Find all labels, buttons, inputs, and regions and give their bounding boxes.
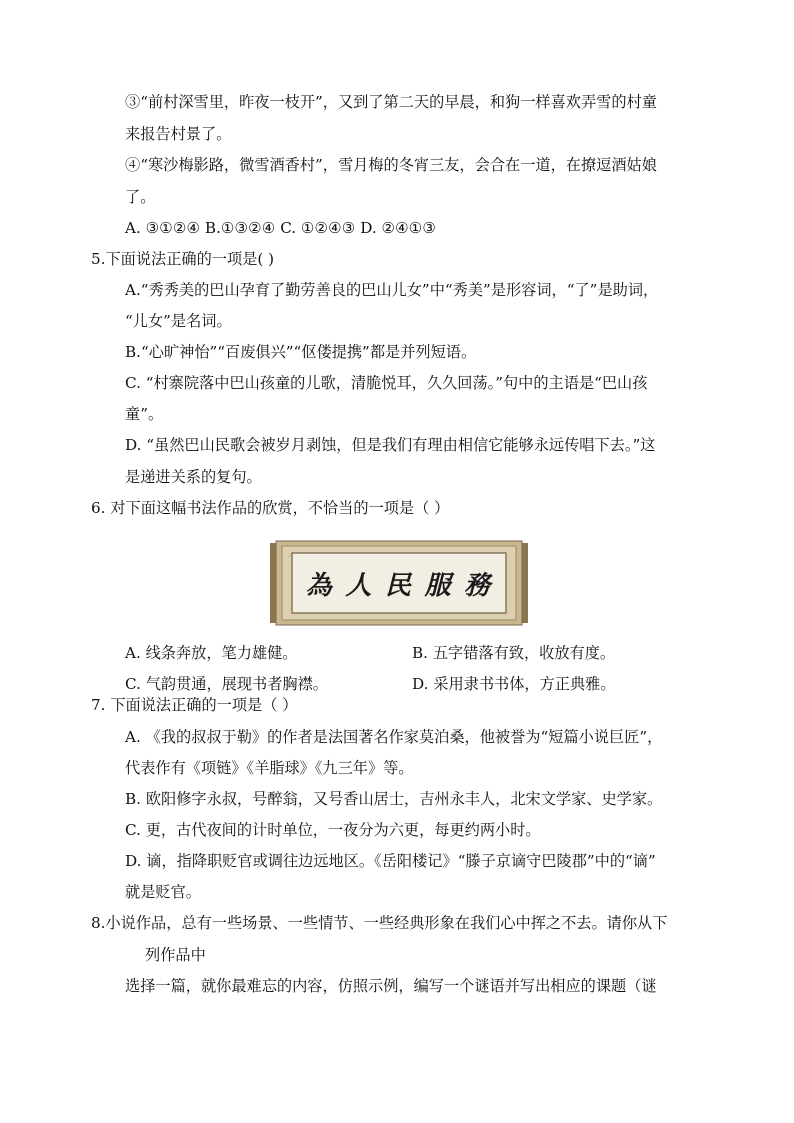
text-line: “儿女”是名词。	[125, 312, 232, 330]
text-line: ④“寒沙梅影路，微雪酒香村”，雪月梅的冬宵三友，会合在一道，在撩逗酒姑娘	[125, 156, 657, 174]
text-line: C. 更，古代夜间的计时单位，一夜分为六更，每更约两小时。	[125, 821, 541, 839]
calligraphy-char: 人	[345, 570, 374, 601]
text-line: A. ③①②④ B.①③②④ C. ①②④③ D. ②④①③	[125, 219, 436, 237]
text-line: A. 《我的叔叔于勒》的作者是法国著名作家莫泊桑，他被誉为“短篇小说巨匠”，	[125, 728, 663, 746]
text-line: 列作品中	[145, 946, 206, 964]
q6-option-c: C. 气韵贯通，展现书者胸襟。	[125, 675, 328, 693]
text-line: 了。	[125, 188, 156, 206]
calligraphy-text	[300, 565, 498, 601]
text-line: ③“前村深雪里，昨夜一枝开”，又到了第二天的早晨，和狗一样喜欢弄雪的村童	[125, 93, 657, 111]
text-line: 来报告村景了。	[125, 125, 232, 143]
calligraphy-char: 服	[424, 570, 453, 601]
text-line: 6. 对下面这幅书法作品的欣赏，不恰当的一项是（ ）	[91, 499, 450, 517]
text-line: 选择一篇，就你最难忘的内容，仿照示例，编写一个谜语并写出相应的课题（谜	[125, 977, 657, 995]
text-line: 代表作有《项链》《羊脂球》《九三年》等。	[125, 759, 414, 777]
calligraphy-char: 務	[464, 570, 493, 601]
text-line: 是递进关系的复句。	[125, 468, 262, 486]
text-line: D. “虽然巴山民歌会被岁月剥蚀，但是我们有理由相信它能够永远传唱下去。”这	[125, 436, 656, 454]
text-line: 7. 下面说法正确的一项是（ ）	[91, 696, 298, 714]
q6-option-a: A. 线条奔放，笔力雄健。	[125, 644, 298, 662]
calligraphy-char: 為	[305, 570, 334, 601]
calligraphy-scroll-image	[270, 537, 528, 629]
text-line: B.“心旷神怡”“百废俱兴”“伛偻提携”都是并列短语。	[125, 343, 477, 361]
text-line: A.“秀秀美的巴山孕育了勤劳善良的巴山儿女”中“秀美”是形容词，“了”是助词，	[125, 281, 659, 299]
text-line: 童”。	[125, 405, 164, 423]
text-line: C. “村寨院落中巴山孩童的儿歌，清脆悦耳，久久回荡。”句中的主语是“巴山孩	[125, 374, 648, 392]
q6-option-b: B. 五字错落有致，收放有度。	[412, 644, 616, 662]
q6-option-d: D. 采用隶书书体，方正典雅。	[412, 675, 616, 693]
text-line: D. 谪，指降职贬官或调往边远地区。《岳阳楼记》“滕子京谪守巴陵郡”中的“谪”	[125, 852, 656, 870]
text-line: 就是贬官。	[125, 883, 201, 901]
text-line: 8.小说作品，总有一些场景、一些情节、一些经典形象在我们心中挥之不去。请你从下	[91, 914, 668, 932]
text-line: 5.下面说法正确的一项是( )	[91, 250, 275, 268]
calligraphy-char: 民	[384, 570, 413, 601]
text-line: B. 欧阳修字永叔，号醉翁，又号香山居士，吉州永丰人，北宋文学家、史学家。	[125, 790, 663, 808]
